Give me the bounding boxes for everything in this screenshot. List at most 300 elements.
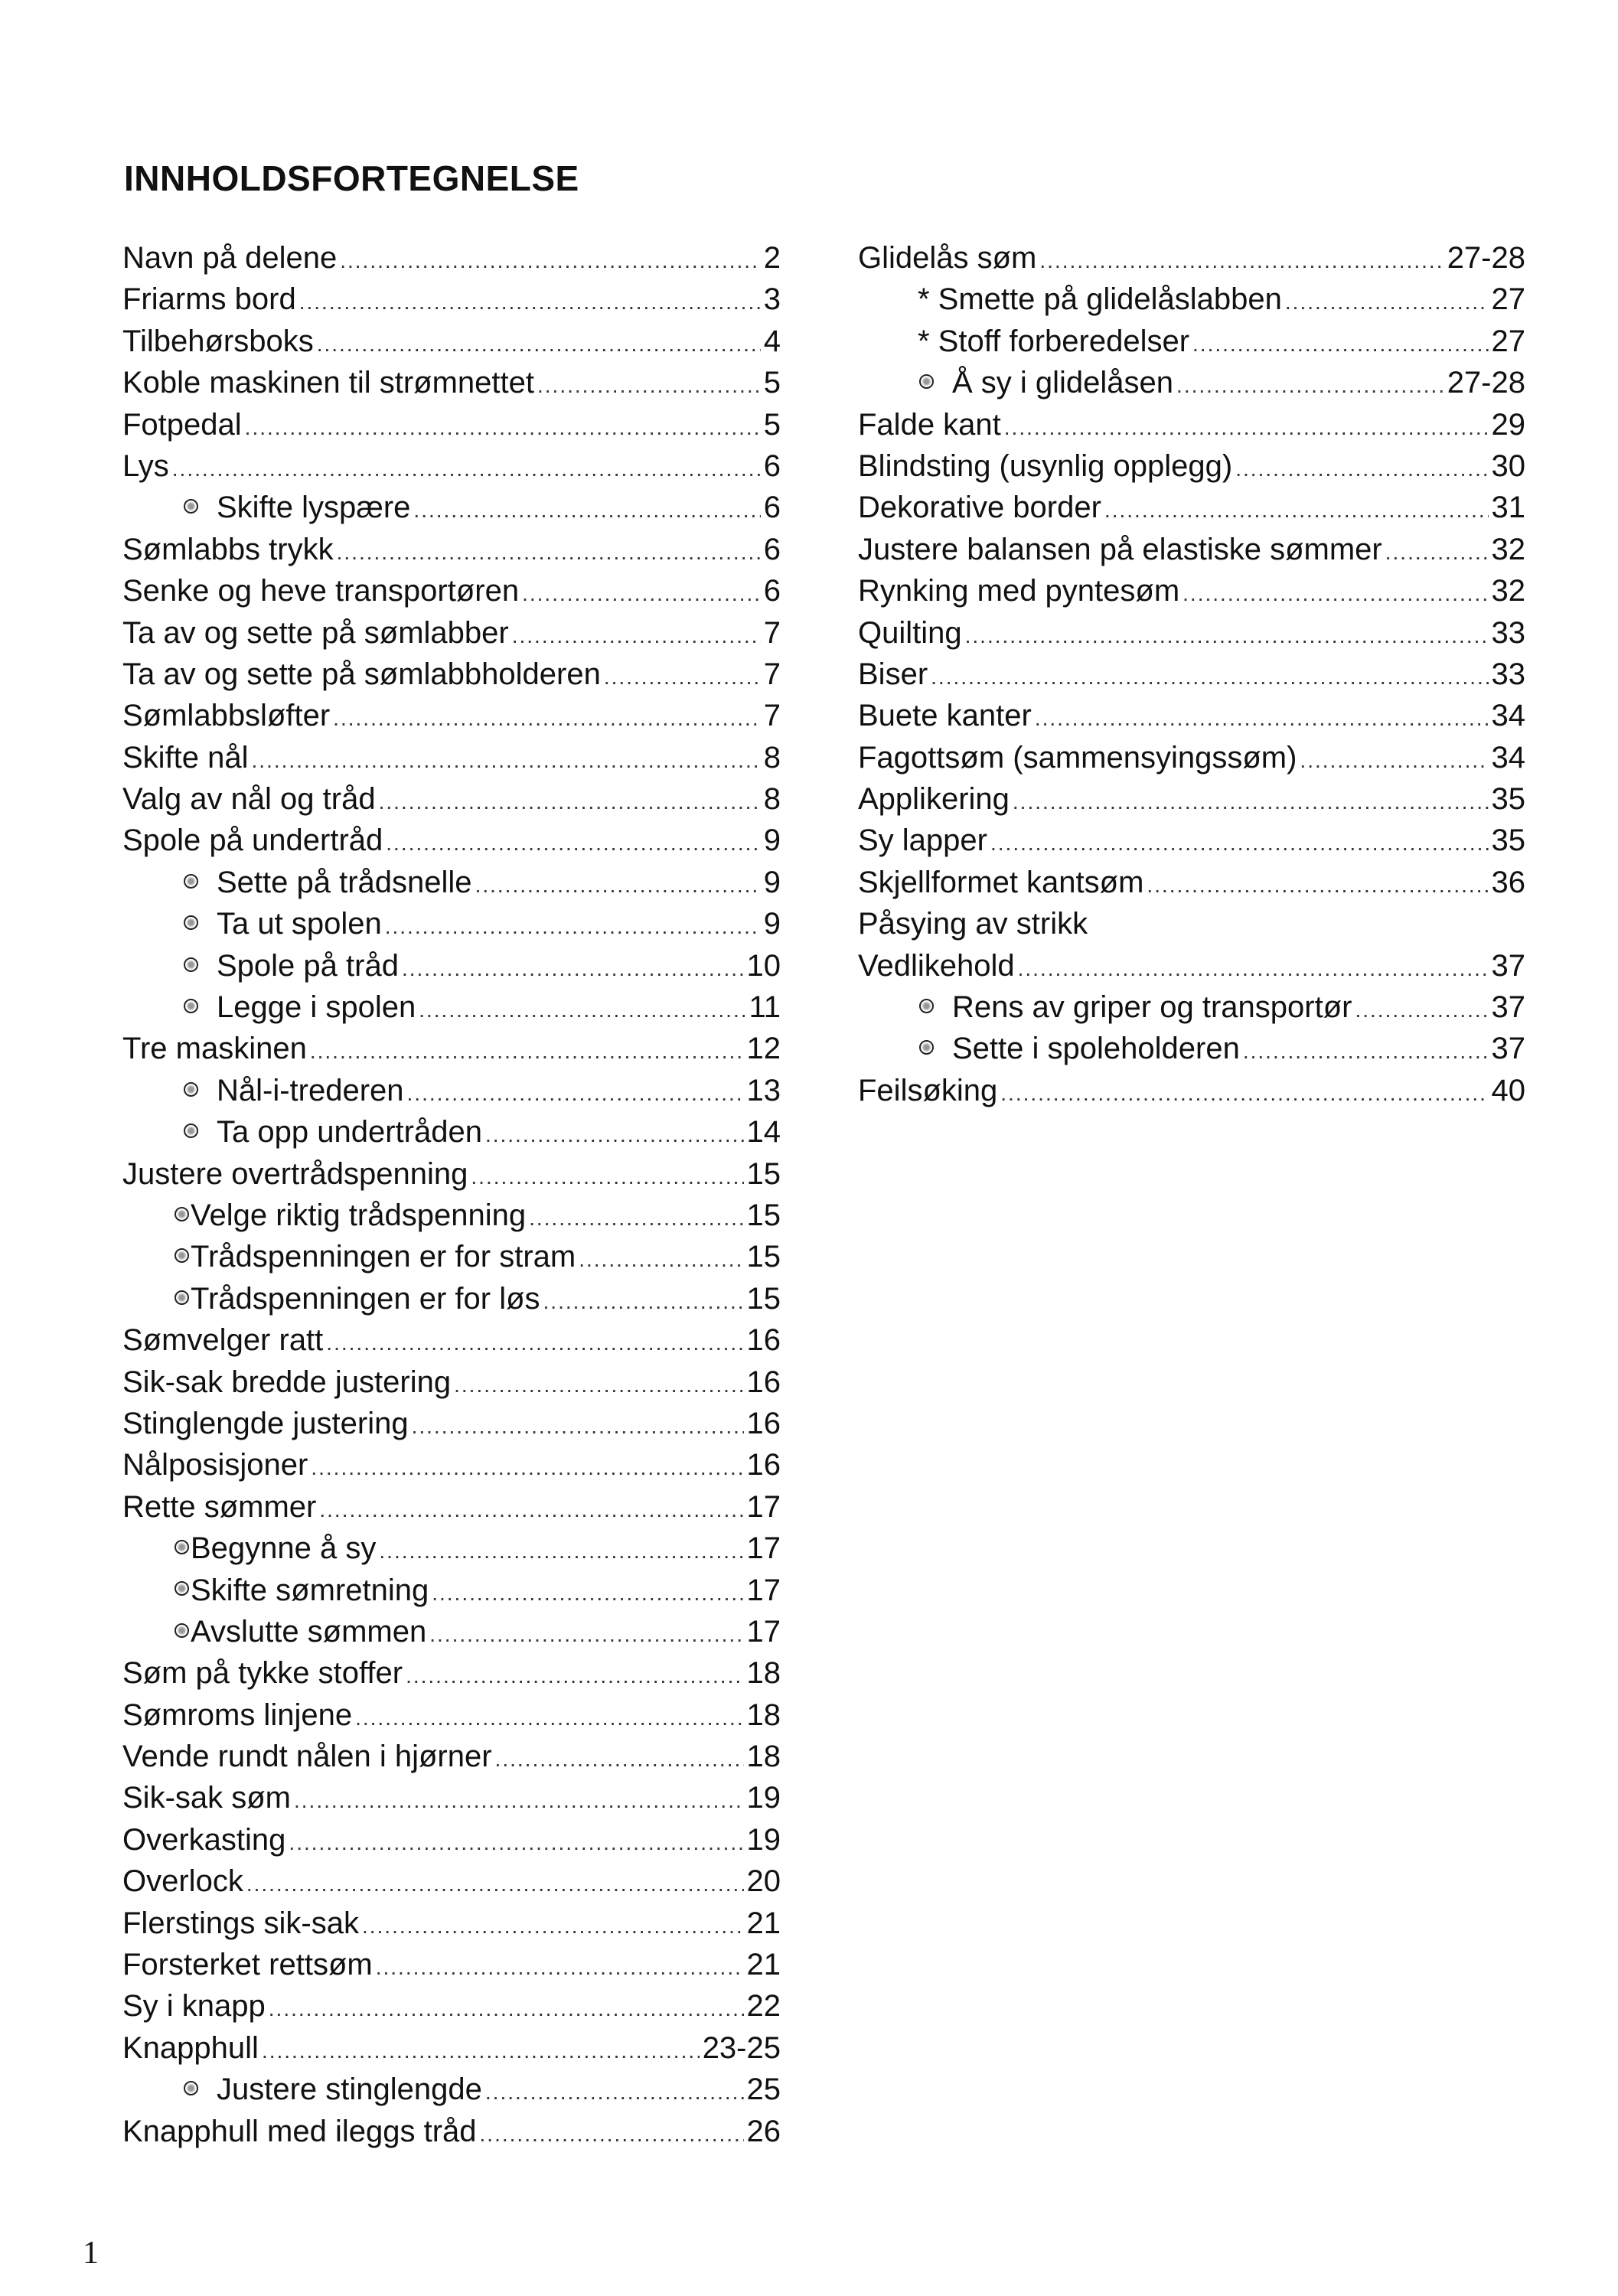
toc-entry-page: 17 — [746, 1573, 781, 1607]
dot-leader — [412, 1414, 744, 1439]
toc-entry-page: 32 — [1491, 574, 1525, 608]
toc-entry-text: Å sy i glidelåsen — [952, 366, 1174, 400]
toc-entry-label — [122, 1531, 376, 1566]
toc-entry[interactable] — [122, 1240, 781, 1281]
dot-leader — [386, 831, 760, 856]
toc-entry-text: Valg av nål og tråd — [122, 782, 376, 817]
dot-leader — [1183, 582, 1488, 606]
toc-entry-page: 16 — [746, 1448, 781, 1482]
toc-entry-label — [122, 823, 383, 858]
toc-entry[interactable] — [122, 1282, 781, 1323]
toc-entry[interactable] — [858, 241, 1525, 282]
dot-leader — [269, 1997, 744, 2021]
toc-entry-text: Sik-sak søm — [122, 1781, 291, 1815]
dot-leader — [454, 1373, 743, 1397]
toc-entry-text: Fotpedal — [122, 407, 242, 442]
dot-leader — [1035, 706, 1489, 731]
dot-leader — [529, 1206, 743, 1231]
toc-entry-page: 15 — [746, 1281, 781, 1316]
toc-entry-text: Flerstings sik-sak — [122, 1906, 359, 1940]
toc-entry[interactable] — [122, 1032, 781, 1073]
toc-entry[interactable] — [122, 741, 781, 782]
toc-entry-label — [858, 491, 1101, 525]
dot-leader — [326, 1331, 743, 1355]
toc-entry-page: 21 — [746, 1906, 781, 1940]
toc-entry-text: Knapphull — [122, 2030, 259, 2065]
dot-leader — [522, 582, 761, 606]
toc-entry-text: Rette sømmer — [122, 1489, 317, 1524]
dot-leader — [319, 1498, 743, 1522]
toc-entry[interactable] — [122, 782, 781, 823]
toc-entry[interactable] — [122, 949, 781, 990]
toc-entry-label — [122, 1032, 307, 1066]
toc-entry-page: 18 — [746, 1740, 781, 1774]
toc-entry[interactable] — [858, 282, 1525, 324]
toc-entry-page: 16 — [746, 1365, 781, 1399]
toc-entry[interactable] — [858, 1032, 1525, 1073]
toc-entry[interactable] — [122, 325, 781, 366]
toc-entry-page: 6 — [763, 491, 781, 525]
toc-entry[interactable] — [122, 1448, 781, 1489]
toc-entry[interactable] — [858, 449, 1525, 491]
bullet-icon — [175, 1248, 189, 1263]
dot-leader — [1004, 416, 1489, 440]
toc-entry-label — [122, 574, 519, 608]
dot-leader — [1192, 332, 1488, 357]
toc-entry-label — [122, 366, 534, 400]
dot-leader — [1385, 540, 1489, 565]
toc-entry-label — [122, 1074, 404, 1108]
toc-entry-text: Overkasting — [122, 1822, 286, 1857]
toc-entry-label — [122, 533, 334, 567]
toc-entry-label — [122, 1115, 482, 1150]
toc-entry[interactable] — [122, 907, 781, 948]
dot-leader — [1176, 373, 1444, 398]
toc-entry-label — [122, 282, 296, 317]
toc-entry-text: Avslutte sømmen — [191, 1614, 427, 1649]
toc-entry-text: Navn på delene — [122, 241, 338, 275]
toc-entry-label — [858, 449, 1232, 484]
toc-entry-page: 5 — [763, 407, 781, 442]
toc-entry[interactable] — [122, 2115, 781, 2156]
toc-entry-label — [122, 1615, 426, 1649]
dot-leader — [262, 2039, 700, 2063]
toc-entry-text: Justere stinglengde — [217, 2073, 482, 2107]
toc-entry[interactable] — [858, 1074, 1525, 1115]
toc-entry-label — [122, 1448, 308, 1482]
dot-leader — [310, 1039, 744, 1064]
dot-leader — [246, 1872, 744, 1896]
toc-entry-label — [122, 1698, 352, 1733]
toc-entry-label — [122, 1823, 285, 1857]
dot-leader — [294, 1789, 744, 1813]
toc-entry-page: 14 — [746, 1115, 781, 1150]
toc-entry-page: 25 — [746, 2073, 781, 2107]
toc-entry[interactable] — [122, 2073, 781, 2114]
toc-entry-text: Lys — [122, 448, 169, 483]
toc-entry[interactable] — [122, 1656, 781, 1698]
toc-entry-label — [858, 699, 1032, 733]
toc-entry-label — [122, 1199, 526, 1233]
toc-entry-page: 7 — [763, 657, 781, 691]
toc-entry[interactable] — [122, 574, 781, 615]
toc-entry-label — [122, 2115, 477, 2149]
toc-entry-page: 9 — [763, 823, 781, 858]
toc-entry-text: Falde kant — [858, 407, 1001, 442]
dot-leader — [495, 1747, 744, 1772]
toc-entry-label — [122, 1240, 576, 1274]
toc-entry-page: 27-28 — [1447, 366, 1525, 400]
toc-right-column — [858, 241, 1525, 1115]
toc-entry-text: Ta av og sette på sømlabber — [122, 615, 509, 650]
toc-entry[interactable] — [122, 1906, 781, 1948]
toc-entry[interactable] — [122, 366, 781, 407]
toc-entry-text: Nålposisjoner — [122, 1448, 308, 1482]
toc-entry-text: Nål-i-trederen — [217, 1073, 404, 1107]
toc-entry-page: 8 — [763, 740, 781, 775]
toc-left-column — [122, 241, 781, 2156]
toc-entry[interactable] — [122, 1615, 781, 1656]
toc-entry-page: 12 — [746, 1032, 781, 1066]
bullet-icon — [184, 2081, 198, 2095]
toc-entry-label — [122, 782, 376, 817]
toc-entry-label — [122, 1157, 468, 1192]
dot-leader — [1039, 249, 1443, 273]
toc-entry-label — [122, 1906, 359, 1941]
toc-entry[interactable] — [122, 491, 781, 532]
bullet-icon — [919, 374, 934, 389]
dot-leader — [317, 332, 761, 357]
bullet-icon — [184, 957, 198, 972]
toc-entry-label — [858, 616, 962, 651]
toc-entry-page: 29 — [1491, 407, 1525, 442]
toc-entry[interactable] — [122, 241, 781, 282]
toc-entry-label — [122, 1490, 316, 1525]
dot-leader — [1300, 748, 1488, 773]
bullet-icon — [184, 999, 198, 1013]
dot-leader — [1104, 498, 1489, 523]
toc-entry-page: 8 — [763, 782, 781, 817]
toc-entry[interactable] — [858, 366, 1525, 407]
toc-entry-text: Skifte lyspære — [217, 491, 411, 525]
toc-entry-label — [122, 741, 249, 775]
toc-entry-page: 35 — [1491, 823, 1525, 858]
toc-entry-label — [122, 408, 242, 442]
toc-entry[interactable] — [122, 1864, 781, 1906]
toc-entry[interactable] — [858, 949, 1525, 990]
toc-entry-label — [858, 366, 1173, 400]
toc-entry[interactable] — [858, 574, 1525, 615]
toc-entry-label — [122, 1365, 451, 1400]
toc-entry-page: 40 — [1491, 1073, 1525, 1107]
toc-entry-text: Senke og heve transportøren — [122, 574, 520, 608]
toc-entry-label — [858, 949, 1015, 983]
toc-entry[interactable] — [858, 866, 1525, 907]
toc-entry-text: Rynking med pyntesøm — [858, 574, 1180, 608]
toc-entry-label — [122, 1656, 403, 1691]
toc-entry-label — [858, 408, 1001, 442]
toc-entry-page: 9 — [763, 865, 781, 899]
toc-entry[interactable] — [858, 823, 1525, 865]
dot-leader — [379, 790, 761, 814]
toc-entry[interactable] — [122, 1740, 781, 1781]
toc-entry[interactable] — [858, 533, 1525, 574]
toc-entry-label — [858, 782, 1010, 817]
toc-entry-page: 16 — [746, 1406, 781, 1440]
toc-entry-page: 19 — [746, 1822, 781, 1857]
dot-leader — [485, 1123, 744, 1147]
toc-entry-label — [122, 866, 472, 900]
toc-entry-text: Forsterket rettsøm — [122, 1948, 373, 1982]
dot-leader — [471, 1165, 743, 1189]
bullet-icon — [175, 1623, 189, 1638]
toc-entry[interactable] — [858, 325, 1525, 366]
toc-entry-page: 32 — [1491, 532, 1525, 566]
toc-entry-text: Blindsting (usynlig opplegg) — [858, 448, 1233, 483]
bullet-icon — [184, 915, 198, 930]
toc-entry-text: Spole på tråd — [217, 948, 399, 983]
toc-entry[interactable] — [122, 990, 781, 1032]
dot-leader — [362, 1914, 744, 1939]
toc-entry-page: 27 — [1491, 282, 1525, 317]
toc-entry[interactable] — [122, 449, 781, 491]
toc-entry[interactable] — [858, 616, 1525, 657]
toc-entry-page: 15 — [746, 1240, 781, 1274]
toc-entry[interactable] — [122, 1531, 781, 1573]
toc-entry[interactable] — [122, 1989, 781, 2030]
toc-entry-page: 15 — [746, 1156, 781, 1191]
toc-entry-page: 5 — [763, 366, 781, 400]
toc-entry-label — [858, 1032, 1240, 1066]
dot-leader — [480, 2122, 744, 2147]
toc-entry-text: Ta ut spolen — [217, 907, 382, 941]
dot-leader — [512, 624, 761, 648]
toc-entry-label — [858, 741, 1297, 775]
toc-entry[interactable] — [858, 990, 1525, 1032]
toc-entry-label — [122, 1740, 492, 1774]
dot-leader — [172, 457, 761, 481]
toc-entry-text: Buete kanter — [858, 699, 1032, 733]
toc-entry-page: 4 — [763, 324, 781, 358]
dot-leader — [419, 998, 745, 1022]
toc-entry[interactable] — [858, 782, 1525, 823]
toc-entry-text: Trådspenningen er for løs — [191, 1281, 540, 1316]
toc-entry-page: 31 — [1491, 491, 1525, 525]
toc-entry-text: Spole på undertråd — [122, 823, 383, 858]
toc-entry-text: Applikering — [858, 782, 1010, 817]
toc-entry-page: 10 — [746, 948, 781, 983]
dot-leader — [579, 1247, 743, 1272]
toc-entry-label — [122, 1407, 409, 1441]
page-number: 1 — [83, 2236, 99, 2271]
toc-entry[interactable] — [858, 907, 1525, 948]
toc-entry-text: Biser — [858, 657, 928, 691]
toc-entry-text: * Stoff forberedelser — [918, 324, 1190, 358]
toc-entry-label — [122, 1989, 266, 2024]
toc-entry-text: Feilsøking — [858, 1073, 998, 1107]
dot-leader — [1235, 457, 1488, 481]
toc-entry[interactable] — [858, 491, 1525, 532]
dot-leader — [252, 748, 761, 773]
dot-leader — [299, 290, 761, 315]
dot-leader — [1000, 1081, 1488, 1106]
dot-leader — [385, 915, 761, 939]
toc-entry-page: 11 — [749, 990, 781, 1025]
dot-leader — [1147, 873, 1488, 898]
toc-entry-page: 21 — [746, 1948, 781, 1982]
bullet-icon — [175, 1207, 189, 1221]
toc-entry-label — [858, 325, 1189, 359]
toc-entry-page: 36 — [1491, 865, 1525, 899]
toc-entry[interactable] — [122, 1948, 781, 1989]
toc-entry-label — [122, 616, 509, 651]
toc-entry-text: Skjellformet kantsøm — [858, 865, 1144, 899]
toc-entry[interactable] — [858, 657, 1525, 699]
bullet-icon — [184, 1124, 198, 1138]
dot-leader — [1013, 790, 1489, 814]
dot-leader — [537, 373, 761, 398]
toc-entry-page: 23-25 — [702, 2030, 781, 2065]
dot-leader — [340, 249, 761, 273]
toc-entry[interactable] — [122, 1490, 781, 1531]
dot-leader — [407, 1081, 744, 1106]
toc-entry-text: Quilting — [858, 615, 962, 650]
toc-entry-page: 18 — [746, 1698, 781, 1732]
toc-entry-text: Skifte sømretning — [191, 1573, 429, 1607]
toc-entry-page: 33 — [1491, 615, 1525, 650]
dot-leader — [337, 540, 761, 565]
toc-entry-page: 2 — [763, 241, 781, 275]
toc-entry-text: Velge riktig trådspenning — [191, 1198, 527, 1232]
toc-entry-label — [858, 241, 1036, 276]
toc-entry-text: Trådspenningen er for stram — [191, 1240, 576, 1274]
toc-entry-text: Tre maskinen — [122, 1032, 307, 1066]
toc-entry[interactable] — [122, 1199, 781, 1240]
toc-entry[interactable] — [122, 657, 781, 699]
toc-entry-page: 16 — [746, 1323, 781, 1358]
toc-entry-page: 7 — [763, 699, 781, 733]
toc-entry[interactable] — [122, 616, 781, 657]
dot-leader — [1355, 998, 1488, 1022]
toc-entry-label — [122, 949, 399, 983]
toc-entry-label — [858, 823, 987, 858]
toc-entry-label — [858, 990, 1352, 1025]
toc-entry-text: Legge i spolen — [217, 990, 416, 1025]
toc-entry-text: * Smette på glidelåslabben — [918, 282, 1282, 317]
toc-entry-text: Sy lapper — [858, 823, 987, 858]
toc-entry[interactable] — [122, 699, 781, 740]
dot-leader — [1018, 957, 1489, 981]
toc-entry-label — [858, 1074, 997, 1108]
toc-entry-text: Fagottsøm (sammensyingssøm) — [858, 740, 1297, 775]
toc-entry-page: 37 — [1491, 948, 1525, 983]
toc-entry-page: 26 — [746, 2114, 781, 2148]
toc-entry-text: Sik-sak bredde justering — [122, 1365, 452, 1399]
dot-leader — [429, 1623, 743, 1647]
bullet-icon — [175, 1540, 189, 1554]
toc-entry[interactable] — [122, 533, 781, 574]
toc-entry-page: 7 — [763, 615, 781, 650]
toc-entry[interactable] — [122, 408, 781, 449]
toc-entry[interactable] — [122, 1157, 781, 1199]
toc-entry[interactable] — [122, 2031, 781, 2073]
toc-entry-text: Sømlabbs trykk — [122, 532, 334, 566]
toc-entry[interactable] — [122, 1698, 781, 1740]
toc-entry-label — [858, 907, 1088, 941]
toc-entry-text: Søm på tykke stoffer — [122, 1656, 403, 1691]
toc-entry-page: 15 — [746, 1198, 781, 1232]
toc-entry-page: 22 — [746, 1989, 781, 2024]
toc-entry-text: Sømroms linjene — [122, 1698, 353, 1732]
dot-leader — [406, 1664, 743, 1688]
toc-entry-label — [122, 1574, 429, 1608]
toc-entry[interactable] — [122, 1407, 781, 1448]
toc-entry[interactable] — [858, 408, 1525, 449]
toc-entry-label — [122, 1864, 243, 1899]
toc-entry-text: Påsying av strikk — [858, 907, 1088, 941]
toc-entry[interactable] — [122, 1781, 781, 1822]
toc-entry-text: Glidelås søm — [858, 241, 1037, 275]
toc-entry-label — [122, 907, 382, 941]
toc-entry-page: 20 — [746, 1864, 781, 1899]
dot-leader — [355, 1706, 743, 1730]
toc-entry[interactable] — [122, 866, 781, 907]
dot-leader — [289, 1831, 743, 1855]
toc-entry[interactable] — [122, 1115, 781, 1156]
toc-entry-page: 34 — [1491, 740, 1525, 775]
dot-leader — [311, 1456, 743, 1480]
toc-entry-text: Overlock — [122, 1864, 243, 1899]
toc-entry[interactable] — [122, 282, 781, 324]
toc-entry-text: Rens av griper og transportør — [952, 990, 1352, 1025]
toc-entry-page: 34 — [1491, 699, 1525, 733]
toc-entry[interactable] — [122, 1323, 781, 1365]
toc-entry-label — [122, 1781, 291, 1815]
toc-entry-text: Sy i knapp — [122, 1989, 266, 2024]
toc-entry[interactable] — [122, 1574, 781, 1615]
toc-entry-text: Sømlabbsløfter — [122, 699, 331, 733]
toc-entry-label — [122, 491, 410, 525]
toc-entry[interactable] — [122, 1823, 781, 1864]
toc-entry-page: 17 — [746, 1489, 781, 1524]
toc-entry-page: 17 — [746, 1614, 781, 1649]
toc-entry-text: Skifte nål — [122, 740, 249, 775]
dot-leader — [413, 498, 760, 523]
toc-entry-page: 6 — [763, 532, 781, 566]
toc-entry-page: 35 — [1491, 782, 1525, 817]
toc-entry-text: Dekorative border — [858, 491, 1101, 525]
toc-entry-page: 17 — [746, 1531, 781, 1566]
toc-entry-text: Sette på trådsnelle — [217, 865, 472, 899]
dot-leader — [402, 957, 744, 981]
toc-entry[interactable] — [122, 1365, 781, 1407]
dot-leader — [475, 873, 761, 898]
toc-entry[interactable] — [122, 1074, 781, 1115]
toc-entry-label — [122, 2031, 259, 2066]
toc-entry-label — [858, 282, 1282, 317]
dot-leader — [376, 1955, 744, 1980]
toc-entry-text: Justere balansen på elastiske sømmer — [858, 532, 1382, 566]
dot-leader — [965, 624, 1489, 648]
dot-leader — [432, 1581, 743, 1606]
toc-entry-text: Ta av og sette på sømlabbholderen — [122, 657, 601, 691]
toc-entry-label — [122, 241, 337, 276]
toc-entry[interactable] — [122, 823, 781, 865]
toc-entry[interactable] — [858, 741, 1525, 782]
bullet-icon — [184, 874, 198, 889]
toc-entry[interactable] — [858, 699, 1525, 740]
bullet-icon — [184, 1082, 198, 1097]
